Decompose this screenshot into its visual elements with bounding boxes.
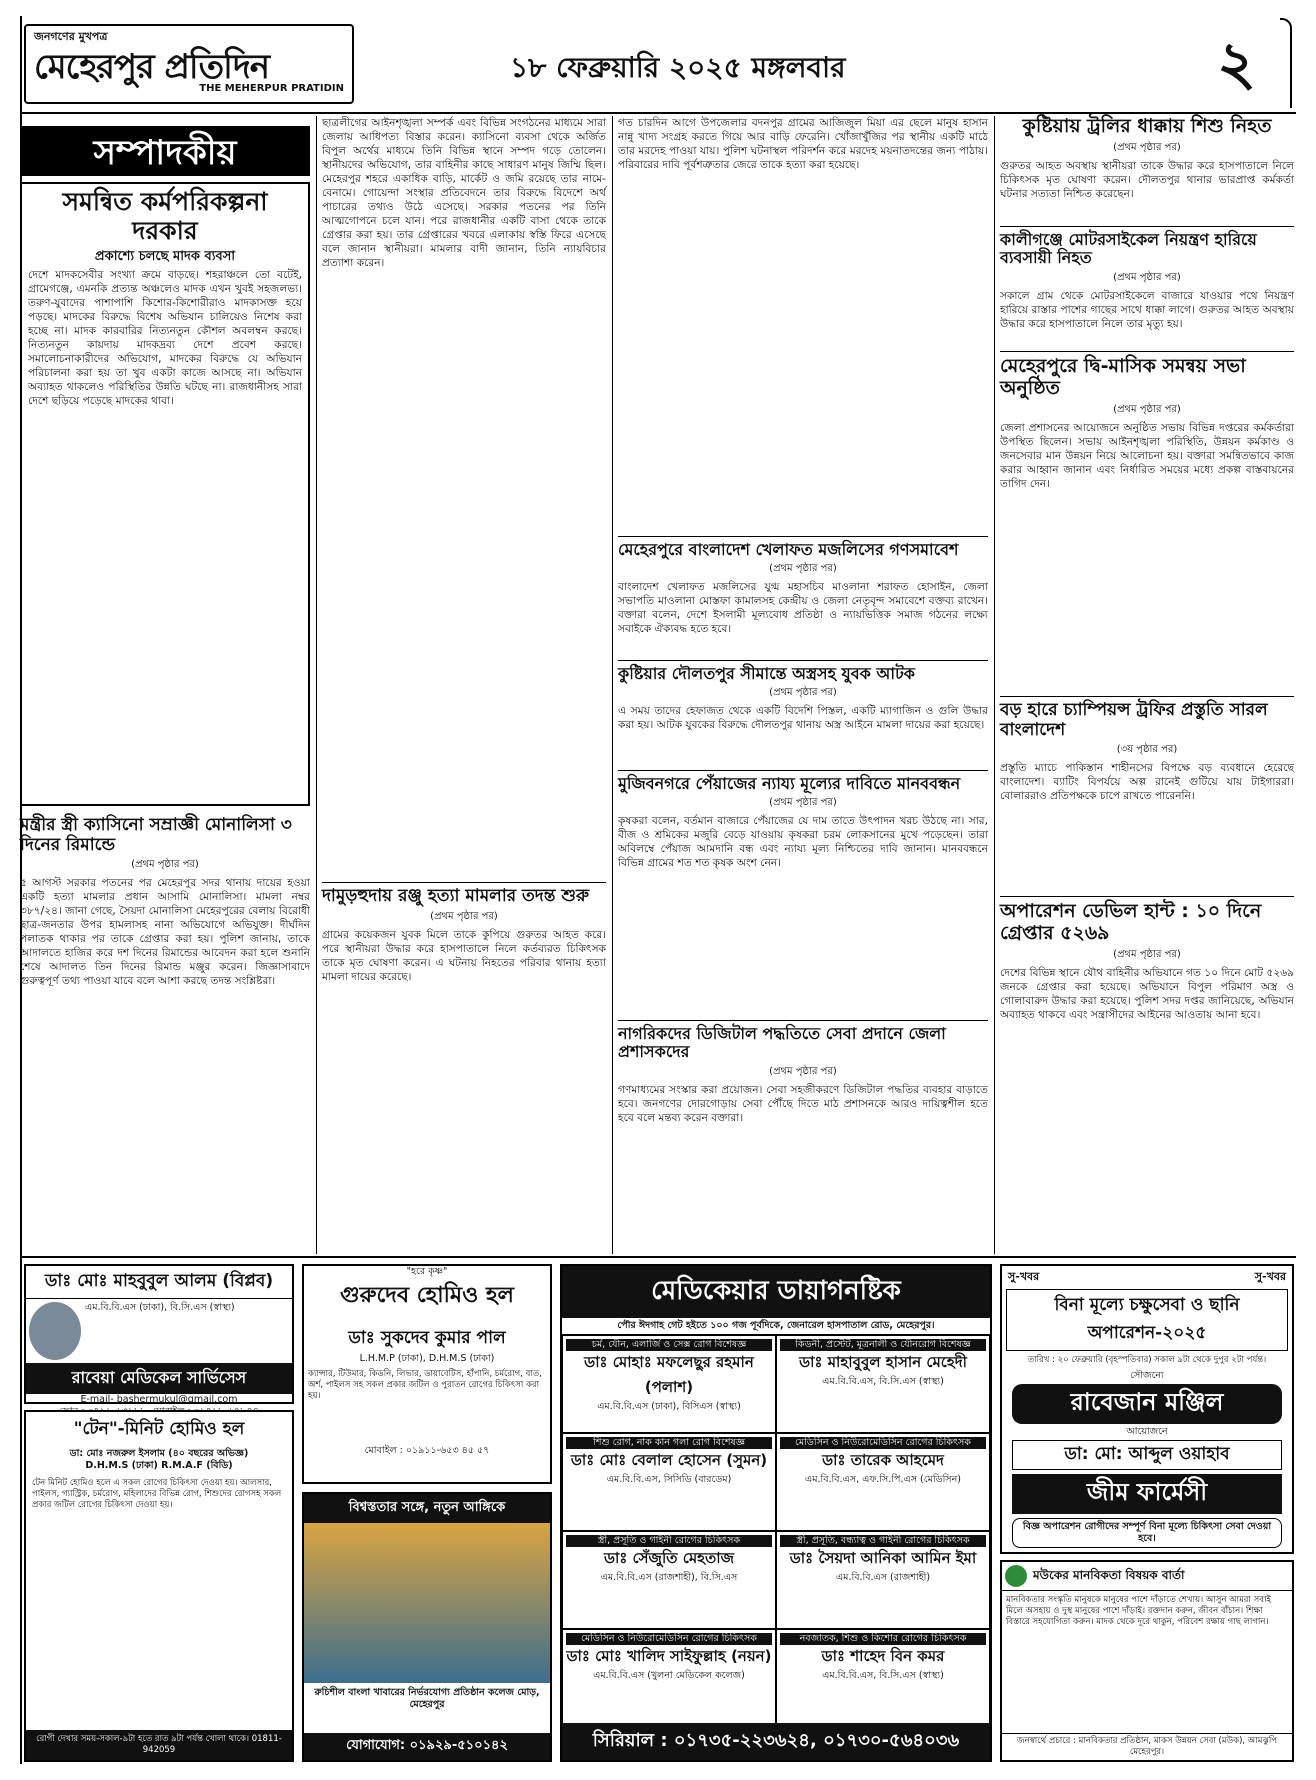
doctor-specialty: স্ত্রী, প্রসূতি, বন্ধ্যাত্ব ও গাইনী রোগের চিকিৎসক: [780, 1535, 986, 1547]
kushtia-child-byline: (প্রথম পৃষ্ঠার পর): [1113, 141, 1181, 153]
digital-service-headline[interactable]: নাগরিকদের ডিজিটাল পদ্ধতিতে সেবা প্রদানে জেলা প্রশাসকদের: [618, 1024, 946, 1062]
ad6-date-line: তারিখ : ২০ ফেব্রুয়ারি (বৃহস্পতিবার) সকাল ৯টা থেকে দুপুর ২টা পর্যন্ত।: [1027, 1355, 1267, 1365]
remand-headline[interactable]: মন্ত্রীর স্ত্রী ক্যাসিনো সম্রাজ্ঞী মোনালিসা ৩ দিনের রিমান্ডে: [20, 815, 292, 855]
doctor-name: ডাঃ মোঃ বেলাল হোসেন (সুমন): [570, 1451, 768, 1469]
kaliganj-article: [1000, 226, 1294, 351]
doctor-card: [776, 1531, 990, 1629]
doctor-photo: [29, 1302, 81, 1360]
champions-trophy-headline[interactable]: বড় হারে চ্যাম্পিয়ন্স ট্রফির প্রস্তুতি সারল বাংলাদেশ: [1000, 700, 1268, 740]
ad2-doctor: ডা: মোঃ নজরুল ইসলাম (৪০ বছরের অভিজ্ঞ): [69, 1448, 249, 1459]
ad3-body: ক্যান্সার, টিউমার, কিডনি, লিভার, ডায়াবেটিস, হাঁপানি, চর্মরোগ, বাত, অর্শ, পাইলস সহ সকল প্রকার জটিল ও পুরাতন রোগের চিকিৎসা করা হয়।: [308, 1369, 542, 1401]
doctor-specialty: মেডিসিন ও নিউরোমেডিসিন রোগের চিকিৎসক: [780, 1437, 986, 1449]
devil-hunt-headline[interactable]: অপারেশন ডেভিল হান্ট : ১০ দিনে গ্রেপ্তার ৫২৬৯: [1000, 900, 1262, 944]
kaliganj-byline: (প্রথম পৃষ্ঠার পর): [1113, 271, 1181, 283]
doctor-specialty: স্ত্রী, প্রসূতি ও গাইনী রোগের চিকিৎসক: [566, 1535, 772, 1547]
champions-trophy-article: [1000, 696, 1294, 896]
remand-article: [20, 816, 310, 1256]
doctor-specialty: কিডনী, প্রস্টেট, মূত্রনালী ও যৌনরোগ বিশেষজ্ঞ: [780, 1339, 986, 1351]
damurhuda-headline[interactable]: দামুড়হুদায় রঞ্জু হত্যা মামলার তদন্ত শুরু: [322, 886, 590, 906]
ad6-top-right: সু-খবর: [1254, 1270, 1286, 1283]
ad5-serial: সিরিয়াল : ০১৭৩৫-২২৩৬২৪, ০১৭৩০-৫৬৪০৩৬: [562, 1723, 990, 1760]
page-number: ২: [1216, 29, 1256, 99]
doctor-name: ডাঃ তারেক আহমেদ: [822, 1451, 944, 1469]
doctor-degree: এম.বি.বি.এস (খুলনা মেডিকেল কলেজ): [593, 1670, 745, 1681]
ad6-venue: রাবেজান মঞ্জিল: [1012, 1384, 1282, 1424]
ad5-address: পৌর ঈদগাহ গেট হইতে ১০০ গজ পূর্বদিকে, জেনারেল হাসপাতাল রোড, মেহেরপুর।: [562, 1318, 990, 1335]
doctor-specialty: শিশু রোগ, নাক কান গলা রোগ বিশেষজ্ঞ: [566, 1437, 772, 1449]
doctor-degree: এম.বি.বি.এস (ঢাকা), বিসিএস (স্বাস্থ্য): [597, 1401, 741, 1412]
ad4-caption: রুচিশীল বাংলা খাবারের নির্ভরযোগ্য প্রতিষ্ঠান কলেজ মোড়, মেহেরপুর: [314, 1687, 540, 1710]
page-curl-decoration: [1280, 18, 1292, 108]
champions-trophy-body: প্রস্তুতি ম্যাচে পাকিস্তান শাহীনসের বিপক্ষে বড় ব্যবধানে হেরেছে বাংলাদেশ। ব্যাটিং বিপর্যয়ে অল্প রানেই গুটিয়ে যায় টাইগাররা। বোলাররাও প্রতিপক্ষকে চাপে রাখতে পারেননি।: [1000, 762, 1294, 803]
ad3-title: গুরুদেব হোমিও হল: [340, 1283, 514, 1308]
doctor-card: [562, 1629, 776, 1727]
ad-restaurant[interactable]: [302, 1492, 552, 1762]
kushtia-child-body: গুরুতর আহত অবস্থায় স্থানীয়রা তাকে উদ্ধার করে হাসপাতালে নিলে চিকিৎসক মৃত ঘোষণা করেন। দৌলতপুর থানার ভারপ্রাপ্ত কর্মকর্তা ঘটনার সত্যতা নিশ্চিত করেছেন।: [1000, 159, 1294, 200]
ad6-top-left: সু-খবর: [1008, 1270, 1040, 1283]
champions-trophy-byline: (৩য় পৃষ্ঠার পর): [1116, 744, 1178, 756]
doctor-card: [562, 1335, 776, 1433]
doctor-name: ডাঃ শাহেদ বিন কমর: [821, 1647, 945, 1665]
doctor-degree: এম.বি.বি.এস, এফ.সি.পি.এস (মেডিসিন): [805, 1474, 961, 1485]
col3-body-top: গত চারদিন আগে উপজেলার বদনপুর গ্রামের আজিজুল মিয়া এর ছেলে মানুষ হাসান নান্নু খাদ্য সংগ্রহ করতে গিয়ে আর বাড়ি ফেরেনি। খোঁজাখুঁজির পর স্থানীয় একটি মাঠে তার মরদেহ পাওয়া যায়। পুলিশ ঘটনাস্থল পরিদর্শন করে মরদেহ ময়নাতদন্তের জন্য পাঠায়। পরিবারের দাবি পূর্বশত্রুতার জেরে তাকে হত্যা করা হয়েছে।: [618, 117, 988, 171]
doctor-card: [776, 1433, 990, 1531]
ad2-title: "টেন"-মিনিট হোমিও হল: [73, 1419, 245, 1439]
ad3-phone: মোবাইল : ০১৯১১-৬৫৩ ৪৫ ৫৭: [364, 1445, 490, 1456]
kushtia-child-headline[interactable]: কুষ্টিয়ায় ট্রলির ধাক্কায় শিশু নিহত: [1022, 115, 1272, 137]
digital-service-article: [618, 1020, 988, 1240]
doctor-degree: এম.বি.বি.এস, বি.সি.এস (স্বাস্থ্য): [822, 1376, 944, 1387]
doctor-degree: এম.বি.বি.এস, বি.সি.এস (স্বাস্থ্য): [822, 1670, 944, 1681]
ad5-title: মেডিকেয়ার ডায়াগনষ্টিক: [562, 1266, 990, 1318]
ad6-organizer-label: আয়োজনে: [1126, 1426, 1168, 1437]
khelafat-article: [618, 536, 988, 660]
ad6-organizer: ডা: মো: আব্দুল ওয়াহাব: [1012, 1440, 1282, 1470]
doctor-name: ডাঃ সেঁজুতি মেহতাজ: [603, 1549, 735, 1567]
column-2-continued-story: [322, 116, 606, 876]
digital-service-body: গণমাধ্যমের সংস্কার করা প্রয়োজন। সেবা সহজীকরণে ডিজিটাল পদ্ধতির ব্যবহার বাড়াতে হবে। জনগণের দোরগোড়ায় সেবা পৌঁছে দিতে মাঠ প্রশাসনকে আরও দায়িত্বশীল হতে হবে বলে মন্তব্য করেন বক্তারা।: [618, 1083, 988, 1124]
doctor-card: [562, 1531, 776, 1629]
column-3: [618, 116, 988, 1254]
col2-body-top: ছাত্রলীগের আইনশৃঙ্খলা সম্পর্ক এবং বিভিন্ন সংগঠনের মাধ্যমে সারা জেলায় আধিপত্য বিস্তার করেন। ক্যাসিনো ব্যবসা থেকে অর্জিত বিপুল অর্থের মাধ্যমে তিনি বিভিন্ন স্থানে সম্পদ গড়ে তোলেন। স্থানীয়দের অভিযোগ, তার বাহিনীর কাছে সাধারণ মানুষ জিম্মি ছিল। মেহেরপুর শহরে একাধিক বাড়ি, মার্কেট ও জমি রয়েছে তার নামে-বেনামে। গোয়েন্দা সংস্থার প্রতিবেদনে তার বিরুদ্ধে বিদেশে অর্থ পাচারের তথ্যও উঠে এসেছে। সরকার পতনের পর তিনি আত্মগোপনে চলে যান। পরে রাজধানীর একটি বাসা থেকে তাকে গ্রেপ্তার করা হয়। তার গ্রেপ্তারের খবরে এলাকায় স্বস্তি ফিরে এসেছে বলে জানান স্থানীয়রা। মামলার বাদী জানান, তিনি ন্যায়বিচার প্রত্যাশা করেন।: [322, 117, 606, 269]
onion-byline: (প্রথম পৃষ্ঠার পর): [769, 797, 837, 809]
ad3-doctor: ডাঃ সুকদেব কুমার পাল: [348, 1328, 506, 1348]
logo-name-english: THE MEHERPUR PRATIDIN: [199, 83, 344, 94]
ad-mahbubul-alam[interactable]: [24, 1264, 294, 1404]
coordination-meeting-article: [1000, 351, 1294, 696]
masthead: [20, 16, 1296, 114]
khelafat-headline[interactable]: মেহেরপুরে বাংলাদেশ খেলাফত মজলিসের গণসমাবেশ: [618, 540, 959, 559]
doctor-degree: এম.বি.বি.এস (রাজশাহী): [835, 1572, 931, 1583]
editorial-banner: সম্পাদকীয়: [20, 126, 310, 176]
column-divider: [612, 116, 613, 1254]
ad1-clinic: রাবেয়া মেডিকেল সার্ভিসেস: [26, 1363, 292, 1394]
khelafat-byline: (প্রথম পৃষ্ঠার পর): [769, 563, 837, 575]
coordination-byline: (প্রথম পৃষ্ঠার পর): [1113, 403, 1181, 415]
ad6-venue-label: সৌজন্যে: [1130, 1370, 1164, 1381]
editorial-title[interactable]: সমন্বিত কর্মপরিকল্পনা দরকার: [62, 187, 268, 245]
issue-date: ১৮ ফেব্রুয়ারি ২০২৫ মঙ্গলবার: [510, 51, 846, 84]
newspaper-page: [20, 16, 1296, 1764]
ad3-degree: L.H.M.P (ঢাকা), D.H.M.S (ঢাকা): [359, 1353, 495, 1364]
ad-medicare-diagnostic[interactable]: [560, 1264, 992, 1762]
restaurant-photo: [304, 1523, 550, 1683]
ad1-email: E-mail- bashermukul@gmail.com: [80, 1394, 238, 1405]
ads-divider: [20, 1256, 1296, 1258]
ad2-degree: D.H.M.S (ঢাকা) R.M.A.F (বিডি): [85, 1460, 233, 1471]
ad2-body: টেন মিনিট হোমিও হলে এ সকল রোগের চিকিৎসা দেওয়া হয়। আলসার, পাইলস, গ্যাস্ট্রিক, চর্মরোগ, মহিলাদের বিভিন্ন রোগ, শিশুদের রোগসহ সকল প্রকার জটিল রোগের চিকিৎসা দেওয়া হয়।: [32, 1478, 282, 1510]
onion-price-article: [618, 770, 988, 1020]
doctor-specialty: নবজাতক, শিশু ও কিশোর রোগের চিকিৎসক: [780, 1633, 986, 1645]
ad4-banner: বিশ্বস্ততার সঙ্গে, নতুন আঙ্গিকে: [304, 1494, 550, 1523]
doctor-specialty: চর্ম, যৌন, এলার্জি ও সেক্স রোগ বিশেষজ্ঞ: [566, 1339, 772, 1351]
doctor-name: ডাঃ মোহাঃ মফলেছুর রহমান (পলাশ): [584, 1353, 754, 1396]
remand-byline: (প্রথম পৃষ্ঠার পর): [131, 859, 199, 871]
ad6-footer: বিজ্ঞ অপারেশন রোগীদের সম্পূর্ণ বিনা মূল্যে চিকিৎসা সেবা দেওয়া হবে।: [1012, 1518, 1282, 1548]
editorial-body: দেশে মাদকসেবীর সংখ্যা ক্রমে বাড়ছে। শহরাঞ্চলে তো বটেই, গ্রামেগঞ্জে, এমনকি প্রত্যন্ত অঞ্চলেও মাদক এখন খুবই সহজলভ্য। তরুণ-যুবাদের পাশাপাশি কিশোর-কিশোরীরাও মাদকাসক্ত হয়ে পড়ছে। মাদকের বিরুদ্ধে বিশেষ অভিযান চালিয়েও নিশেষ করা হচ্ছে না। মাদক কারবারির নিত্যনতুন কৌশল অবলম্বন করছে। নিত্যনতুন কায়দায় মাদকদ্রব্য দেশে প্রবেশ করছে। সমালোচনাকারীদের অভিযোগ, মাদকের বিরুদ্ধে যে অভিযান পরিচালনা করা হয় তা খুব একটা কাজে আসছে না। অভিযান অব্যাহত থাকলেও পরিস্থিতির উন্নতি ঘটছে না। রাজধানীসহ সারা দেশে ছড়িয়ে পড়েছে মাদকের থাবা।: [28, 269, 302, 408]
onion-body: কৃষকরা বলেন, বর্তমান বাজারে পেঁয়াজের যে দাম তাতে উৎপাদন খরচ উঠছে না। সার, বীজ ও শ্রমিকের মজুরি বেড়ে যাওয়ায় কৃষকরা চরম লোকসানের মুখে পড়েছেন। তারা অবিলম্বে পেঁয়াজ আমদানি বন্ধ এবং ন্যায্য মূল্য নিশ্চিতের দাবি জানান। মানববন্ধনে বিভিন্ন গ্রামের শত শত কৃষক অংশ নেন।: [618, 815, 988, 870]
ad4-contact: যোগাযোগ: ০১৯২৯-৫১০১৪২: [304, 1733, 550, 1760]
ad-mouk-message[interactable]: [1000, 1560, 1294, 1762]
kaliganj-headline[interactable]: কালীগঞ্জে মোটরসাইকেল নিয়ন্ত্রণ হারিয়ে ব্যবসায়ী নিহত: [1000, 230, 1257, 268]
doctor-name: ডাঃ মোঃ খালিদ সাইফুল্লাহ (নয়ন): [566, 1647, 772, 1665]
devil-hunt-body: দেশের বিভিন্ন স্থানে যৌথ বাহিনীর অভিযানে গত ১০ দিনে মোট ৫২৬৯ জনকে গ্রেপ্তার করা হয়েছে। অভিযানে বিপুল পরিমাণ অস্ত্র ও গোলাবারুদ উদ্ধার করা হয়েছে। পুলিশ সদর দপ্তর জানিয়েছে, অভিযান অব্যাহত থাকবে এবং সন্ত্রাসীদের আইনের আওতায় আনা হবে।: [1000, 966, 1294, 1021]
logo-tagline: জনগণের মুখপত্র: [34, 30, 108, 43]
ad1-degree: এম.বি.বি.এস (ঢাকা), বি.সি.এস (স্বাস্থ্য): [85, 1302, 235, 1313]
remand-body: ৫ আগস্ট সরকার পতনের পর মেহেরপুর সদর থানায় দায়ের হওয়া একটি হত্যা মামলার প্রধান আসামি মোনালিসা। মামলা নম্বর ৩৮৭/২৪। জানা গেছে, সৈয়দা মোনালিসা মেহেরপুরের বেলায় বিরোধী ছাত্র-জনতার উপর হামলাসহ নানা অভিযোগে অভিযুক্ত। দীর্ঘদিন পলাতক থাকার পর তাকে গ্রেপ্তার করা হয়। পুলিশ জানায়, তাকে আদালতে হাজির করে দশ দিনের রিমান্ডের আবেদন করা হলে শুনানি শেষে আদালত তিন দিনের রিমান্ড মঞ্জুর করেন। জিজ্ঞাসাবাদে গুরুত্বপূর্ণ তথ্য পাওয়া যাবে বলে আশা করছে তদন্ত সংশ্লিষ্টরা।: [20, 877, 310, 988]
doctor-card: [776, 1335, 990, 1433]
ad6-pharmacy: জীম ফার্মেসী: [1012, 1474, 1282, 1514]
doctor-degree: এম.বি.বি.এস, সিসিডি (বারডেম): [606, 1474, 732, 1485]
ad7-body: মানবিকতার সংস্কৃতি মানুষকে মানুষের পাশে দাঁড়াতে শেখায়। আসুন আমরা সবাই মিলে অসহায় ও দুস্থ মানুষের পাশে দাঁড়াই। রক্তদান করুন, জীবন বাঁচান। শিক্ষা বিস্তারে সহযোগিতা করুন। মাদক থেকে দূরে থাকুন, পরিবেশ রক্ষায় গাছ লাগান।: [1006, 1595, 1271, 1627]
daulatpur-headline[interactable]: কুষ্টিয়ার দৌলতপুর সীমান্তে অস্ত্রসহ যুবক আটক: [618, 664, 916, 683]
ad7-title: মউকের মানবিকতা বিষয়ক বার্তা: [1033, 1568, 1185, 1583]
daulatpur-body: এ সময় তাদের হেফাজত থেকে একটি বিদেশি পিস্তল, একটি ম্যাগাজিন ও গুলি উদ্ধার করা হয়। আটক যুবকের বিরুদ্ধে দৌলতপুর থানায় অস্ত্র আইনে মামলা দায়ের করা হয়েছে।: [618, 705, 988, 732]
devil-hunt-article: [1000, 896, 1294, 1246]
ad2-contact: রোগী দেখার সময়-সকাল-৯টা হতে রাত ৯টা পর্যন্ত খোলা থাকে। 01811-942059: [26, 1730, 292, 1760]
digital-service-byline: (প্রথম পৃষ্ঠার পর): [769, 1065, 837, 1077]
doctor-specialty: মেডিসিন ও নিউরোমেডিসিন রোগের চিকিৎসক: [566, 1633, 772, 1645]
newspaper-logo[interactable]: [24, 24, 354, 104]
doctor-degree: এম.বি.বি.এস (রাজশাহী), বি.সি.এস: [600, 1572, 738, 1583]
damurhuda-byline: (প্রথম পৃষ্ঠার পর): [430, 910, 498, 922]
doctor-grid: [562, 1335, 990, 1727]
coordination-headline[interactable]: মেহেরপুরে দ্বি-মাসিক সমন্বয় সভা অনুষ্ঠিত: [1000, 355, 1246, 399]
ad-gurudev-homeo[interactable]: [302, 1264, 552, 1484]
editorial-box: [20, 182, 310, 806]
ad-ten-minute-homeo[interactable]: [24, 1410, 294, 1762]
doctor-name: ডাঃ মাহাবুবুল হাসান মেহেদী: [799, 1353, 967, 1371]
ad-free-eye-camp[interactable]: [1000, 1264, 1294, 1554]
doctor-card: [562, 1433, 776, 1531]
column-divider: [316, 116, 317, 1254]
khelafat-body: বাংলাদেশ খেলাফত মজলিসের যুগ্ম মহাসচিব মাওলানা শরাফত হোসাইন, জেলা সভাপতি মাওলানা মোস্তফা কামালসহ কেন্দ্রীয় ও জেলা নেতৃবৃন্দ সমাবেশে বক্তব্য রাখেন। বক্তারা বলেন, দেশে ইসলামী মূল্যবোধ প্রতিষ্ঠা ও ন্যায়ভিত্তিক সমাজ গঠনের লক্ষ্যে সবাইকে ঐক্যবদ্ধ হতে হবে।: [618, 581, 988, 636]
daulatpur-byline: (প্রথম পৃষ্ঠার পর): [769, 687, 837, 699]
damurhuda-article: [322, 882, 606, 1254]
kaliganj-body: সকালে গ্রাম থেকে মোটরসাইকেলে বাজারে যাওয়ার পথে নিয়ন্ত্রণ হারিয়ে রাস্তার পাশের গাছের সাথে ধাক্কা লাগে। গুরুতর আহত অবস্থায় উদ্ধার করে হাসপাতালে নিলে তার মৃত্যু হয়।: [1000, 289, 1294, 330]
doctor-name: ডাঃ সৈয়দা আনিকা আমিন ইমা: [789, 1549, 977, 1567]
daulatpur-article: [618, 660, 988, 770]
devil-hunt-byline: (প্রথম পৃষ্ঠার পর): [1113, 948, 1181, 960]
editorial-subtitle: প্রকাশ্যে চলছে মাদক ব্যবসা: [94, 248, 236, 264]
ad6-title: বিনা মূল্যে চক্ষুসেবা ও ছানি অপারেশন-২০২৫: [1006, 1289, 1288, 1351]
onion-headline[interactable]: মুজিবনগরে পেঁয়াজের ন্যায্য মূল্যের দাবিতে মানববন্ধন: [618, 774, 961, 793]
coordination-body: জেলা প্রশাসনের আয়োজনে অনুষ্ঠিত সভায় বিভিন্ন দপ্তরের কর্মকর্তারা উপস্থিত ছিলেন। সভায় আইনশৃঙ্খলা পরিস্থিতি, উন্নয়ন কর্মকাণ্ড ও জনসেবার মান উন্নয়ন নিয়ে আলোচনা হয়। বক্তারা সমন্বিতভাবে কাজ করার আহ্বান জানান এবং নির্ধারিত সময়ের মধ্যে প্রকল্প বাস্তবায়নের তাগিদ দেন।: [1000, 421, 1294, 490]
ad1-doctor: ডাঃ মোঃ মাহবুবুল আলম (বিপ্লব): [26, 1266, 292, 1299]
logo-name: মেহেরপুর প্রতিদিন: [34, 47, 270, 87]
kushtia-child-article: [1000, 116, 1294, 226]
column-4: [1000, 116, 1294, 1254]
ad7-footer: জনস্বার্থে প্রচারে : মানবিকতার প্রতিষ্ঠান, মাকস উন্নয়ন সেবা (মউক), আমঝুপি মেহেরপুর।: [1002, 1733, 1292, 1760]
doctor-card: [776, 1629, 990, 1727]
column-divider: [994, 116, 995, 1254]
mouk-logo-icon: [1005, 1565, 1027, 1587]
damurhuda-body: গ্রামের কয়েকজন যুবক মিলে তাকে কুপিয়ে গুরুতর আহত করে। পরে স্থানীয়রা উদ্ধার করে হাসপাতালে নিলে কর্তব্যরত চিকিৎসক তাকে মৃত ঘোষণা করেন। এ ঘটনায় নিহতের পরিবার থানায় হত্যা মামলা দায়ের করেছে।: [322, 928, 606, 983]
ad3-heading: "হরে কৃষ্ণ": [406, 1266, 448, 1277]
